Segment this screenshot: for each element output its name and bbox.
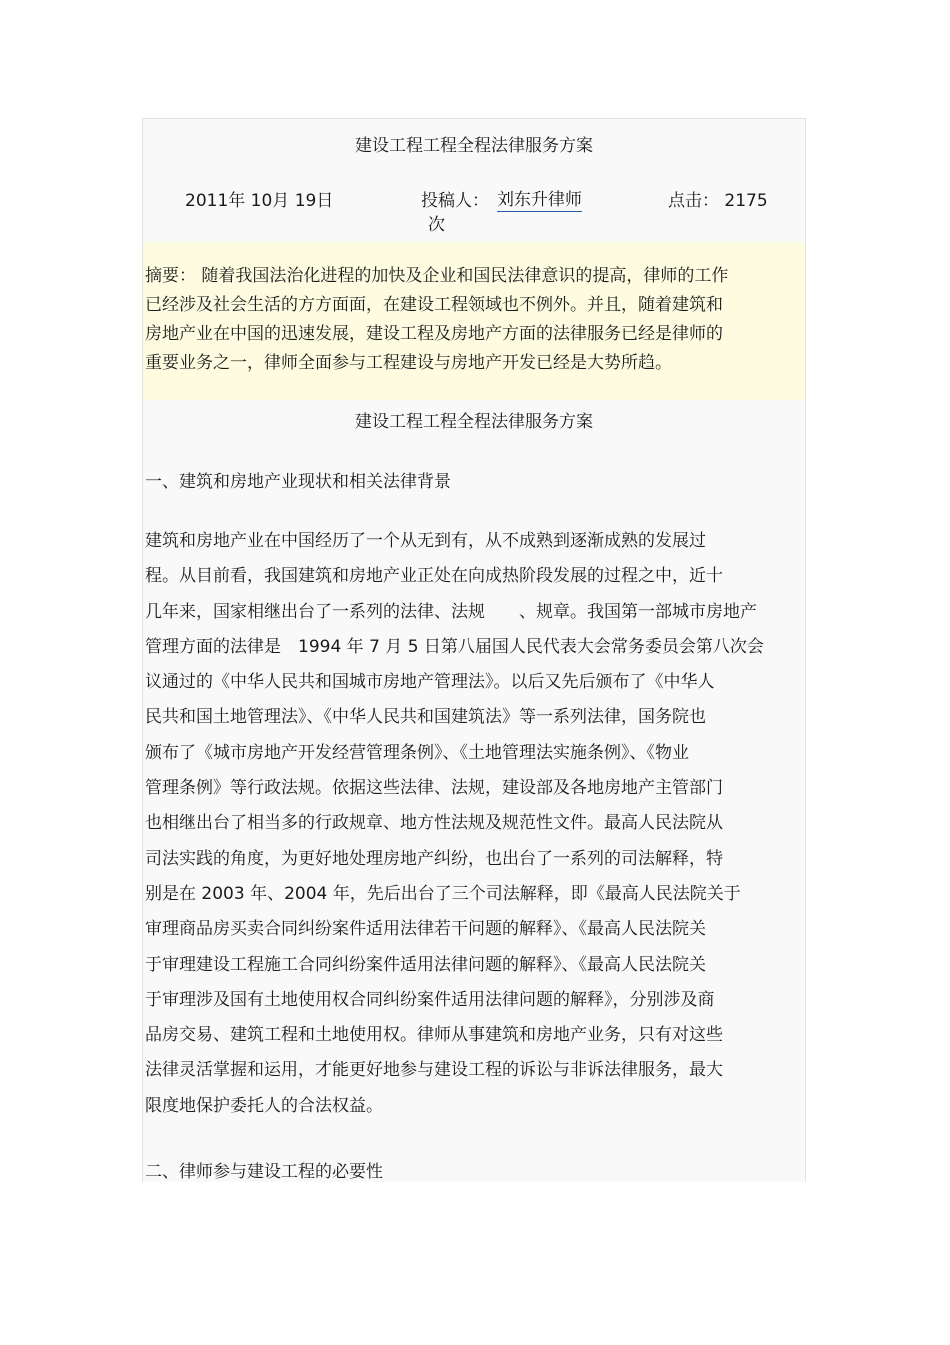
paragraph-line: 司法实践的角度，为更好地处理房地产纠纷，也出台了一系列的司法解释，特 xyxy=(145,848,723,869)
paragraph-line: 于审理涉及国有土地使用权合同纠纷案件适用法律问题的解释》，分别涉及商 xyxy=(145,989,715,1010)
paragraph-line: 审理商品房买卖合同纠纷案件适用法律若干问题的解释》、《最高人民法院关 xyxy=(145,919,706,940)
paragraph-line: 颁布了《城市房地产开发经营管理条例》、《土地管理法实施条例》、《物业 xyxy=(145,742,689,763)
publish-date: 2011年 10月 19日 xyxy=(185,191,334,211)
paragraph-line: 也相继出台了相当多的行政规章、地方性法规及规范性文件。最高人民法院从 xyxy=(145,813,723,834)
section-heading-2: 二、律师参与建设工程的必要性 xyxy=(145,1162,383,1182)
paragraph-line: 品房交易、建筑工程和土地使用权。律师从事建筑和房地产业务，只有对这些 xyxy=(145,1025,723,1046)
section-heading-1: 一、建筑和房地产业现状和相关法律背景 xyxy=(145,472,451,492)
article-title: 建设工程工程全程法律服务方案 xyxy=(355,136,593,156)
author-link[interactable]: 刘东升律师 xyxy=(497,190,582,210)
abstract-line: 摘要： 随着我国法治化进程的加快及企业和国民法律意识的提高，律师的工作 xyxy=(145,266,729,286)
paragraph-line: 几年来，国家相继出台了一系列的法律、法规 、规章。我国第一部城市房地产 xyxy=(145,601,757,622)
paragraph-line: 议通过的《中华人民共和国城市房地产管理法》。以后又先后颁布了《中华人 xyxy=(145,672,715,693)
click-count-unit: 次 xyxy=(428,215,445,235)
paragraph-line: 民共和国土地管理法》、《中华人民共和国建筑法》等一系列法律，国务院也 xyxy=(145,707,706,728)
section-1-paragraph xyxy=(145,524,795,1124)
paragraph-line: 于审理建设工程施工合同纠纷案件适用法律问题的解释》、《最高人民法院关 xyxy=(145,954,706,975)
paragraph-line: 法律灵活掌握和运用，才能更好地参与建设工程的诉讼与非诉法律服务，最大 xyxy=(145,1060,723,1081)
author-label: 投稿人： xyxy=(421,191,489,211)
paragraph-line: 管理方面的法律是 1994 年 7 月 5 日第八届国人民代表大会常务委员会第八次会 xyxy=(145,636,764,657)
paragraph-line: 程。从目前看，我国建筑和房地产业正处在向成热阶段发展的过程之中，近十 xyxy=(145,566,723,587)
abstract-box xyxy=(143,242,805,400)
content-title: 建设工程工程全程法律服务方案 xyxy=(355,412,593,432)
abstract-line: 重要业务之一，律师全面参与工程建设与房地产开发已经是大势所趋。 xyxy=(145,353,672,373)
abstract-text xyxy=(145,262,765,378)
abstract-line: 已经涉及社会生活的方方面面，在建设工程领域也不例外。并且，随着建筑和 xyxy=(145,295,723,315)
paragraph-line: 管理条例》等行政法规。依据这些法律、法规，建设部及各地房地产主管部门 xyxy=(145,778,723,799)
click-count: 点击： 2175 xyxy=(668,191,768,211)
paragraph-line: 建筑和房地产业在中国经历了一个从无到有，从不成熟到逐渐成熟的发展过 xyxy=(145,531,706,551)
article-container xyxy=(142,118,806,1182)
abstract-line: 房地产业在中国的迅速发展，建设工程及房地产方面的法律服务已经是律师的 xyxy=(145,324,723,344)
paragraph-line: 限度地保护委托人的合法权益。 xyxy=(145,1095,383,1116)
paragraph-line: 别是在 2003 年、2004 年，先后出台了三个司法解释，即《最高人民法院关于 xyxy=(145,883,741,904)
